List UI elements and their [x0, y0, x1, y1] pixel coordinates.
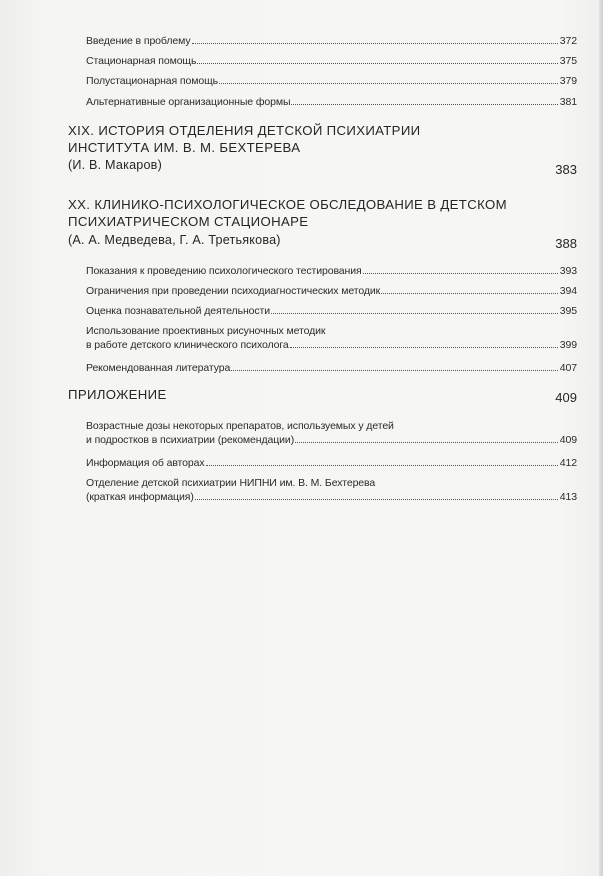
toc-entry — [86, 456, 577, 470]
appendix-heading: ПРИЛОЖЕНИЕ — [68, 387, 167, 402]
leader-dots — [363, 273, 558, 274]
leader-dots — [295, 442, 558, 443]
leader-dots — [271, 313, 558, 314]
appendix-page: 409 — [555, 390, 577, 405]
toc-entry — [86, 54, 577, 68]
entry-title: Стационарная помощь — [86, 55, 197, 67]
entry-title: Возрастные дозы некоторых препаратов, используемых у детей — [86, 420, 394, 432]
entry-title: (краткая информация) — [86, 491, 194, 503]
leader-dots — [291, 104, 557, 105]
toc-entry — [86, 74, 577, 88]
toc-entry — [86, 95, 577, 109]
entry-page: 393 — [559, 265, 577, 277]
leader-dots — [197, 63, 557, 64]
chapter-title-line: XX. КЛИНИКО-ПСИХОЛОГИЧЕСКОЕ ОБСЛЕДОВАНИЕ В ДЕТСКОМ — [68, 197, 507, 212]
toc-entry — [86, 304, 577, 318]
toc-entry — [86, 264, 577, 278]
chapter-title-line: ИНСТИТУТА ИМ. В. М. БЕХТЕРЕВА — [68, 140, 301, 155]
entry-page: 413 — [559, 491, 577, 503]
chapter-title-line: XIX. ИСТОРИЯ ОТДЕЛЕНИЯ ДЕТСКОЙ ПСИХИАТРИИ — [68, 123, 421, 138]
leader-dots — [219, 83, 558, 84]
toc-entry — [86, 476, 577, 504]
entry-title: и подростков в психиатрии (рекомендации) — [86, 434, 295, 446]
entry-page: 395 — [559, 305, 577, 317]
leader-dots — [381, 293, 558, 294]
chapter-page: 388 — [555, 236, 577, 251]
entry-title: Введение в проблему — [86, 35, 191, 47]
leader-dots — [192, 43, 558, 44]
entry-page: 372 — [559, 35, 577, 47]
toc-entry — [86, 419, 577, 447]
entry-title: Оценка познавательной деятельности — [86, 305, 271, 317]
entry-page: 399 — [559, 339, 577, 351]
leader-dots — [290, 347, 558, 348]
chapter-author: (И. В. Макаров) — [68, 158, 162, 172]
entry-title: Ограничения при проведении психодиагностических методик — [86, 285, 381, 297]
toc-entry — [86, 324, 577, 352]
entry-page: 394 — [559, 285, 577, 297]
entry-title: Информация об авторах — [86, 457, 205, 469]
entry-page: 409 — [559, 434, 577, 446]
entry-title: Использование проективных рисуночных методик — [86, 325, 326, 337]
entry-title: Полустационарная помощь — [86, 75, 219, 87]
entry-title: в работе детского клинического психолога — [86, 339, 289, 351]
leader-dots — [206, 465, 558, 466]
chapter-author: (А. А. Медведева, Г. А. Третьякова) — [68, 233, 281, 247]
entry-title: Показания к проведению психологического тестирования — [86, 265, 362, 277]
entry-page: 407 — [559, 362, 577, 374]
entry-page: 379 — [559, 75, 577, 87]
chapter-heading — [68, 196, 577, 230]
leader-dots — [195, 499, 558, 500]
chapter-title-line: ПСИХИАТРИЧЕСКОМ СТАЦИОНАРЕ — [68, 214, 309, 229]
chapter-heading — [68, 122, 577, 156]
page-edge-shadow — [599, 0, 603, 876]
toc-entry — [86, 284, 577, 298]
toc-entry — [86, 34, 577, 48]
entry-page: 375 — [559, 55, 577, 67]
entry-page: 381 — [559, 96, 577, 108]
entry-title: Альтернативные организационные формы — [86, 96, 291, 108]
entry-title: Отделение детской психиатрии НИПНИ им. В. М. Бехтерева — [86, 477, 376, 489]
entry-page: 412 — [559, 457, 577, 469]
toc-entry — [86, 361, 577, 375]
leader-dots — [231, 370, 558, 371]
chapter-page: 383 — [555, 162, 577, 177]
entry-title: Рекомендованная литература — [86, 362, 231, 374]
